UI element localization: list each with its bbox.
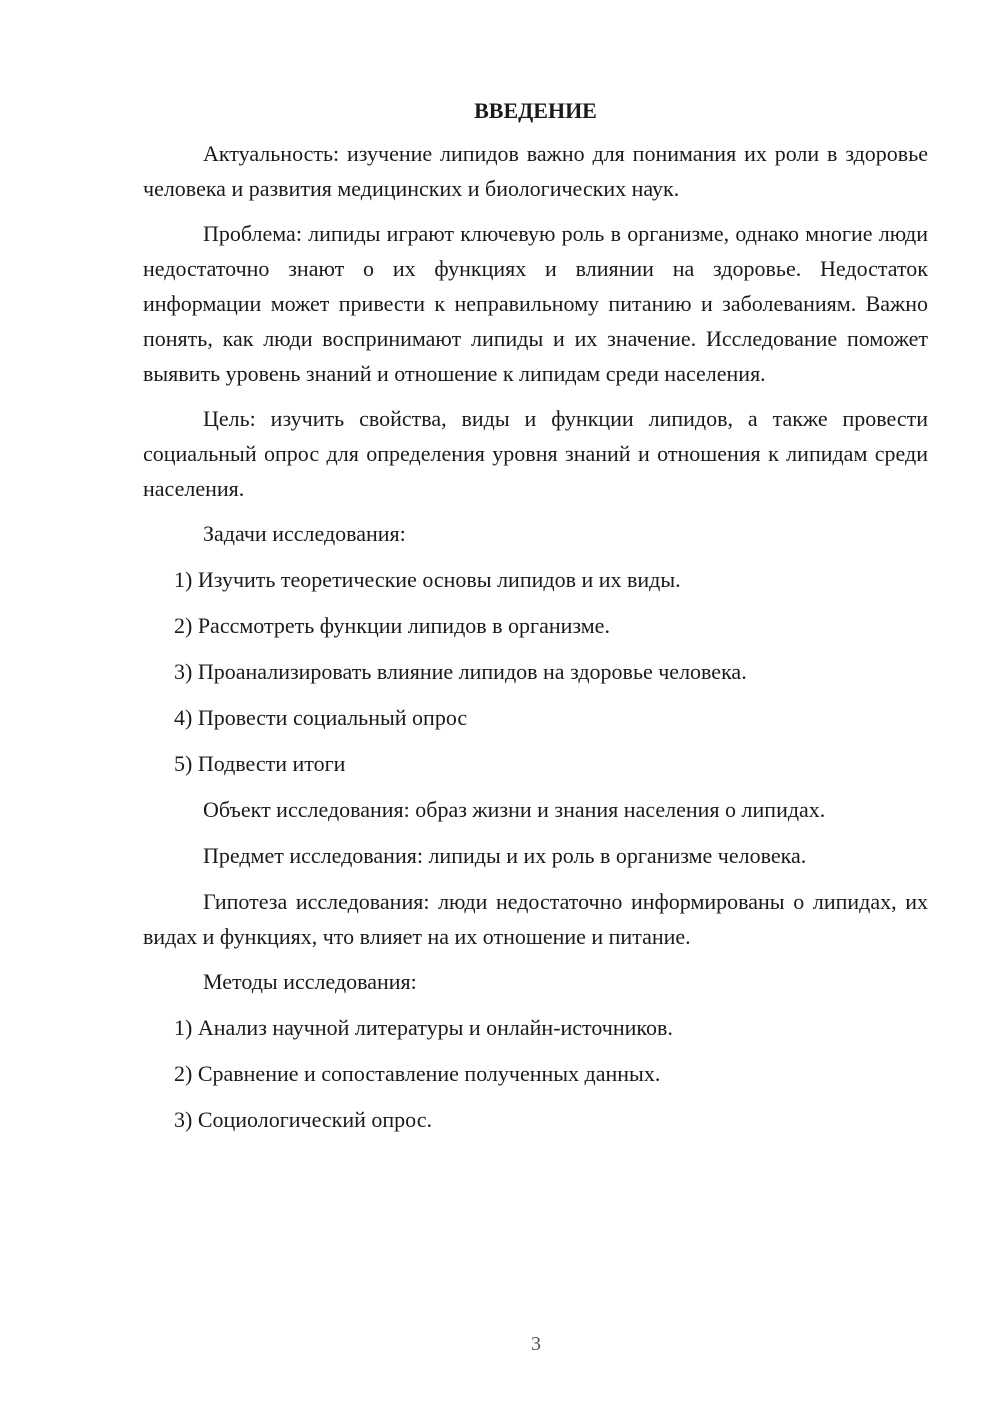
methods-title: Методы исследования: [203,969,417,994]
section-heading: ВВЕДЕНИЕ [474,98,597,123]
subject-line: Предмет исследования: липиды и их роль в организме человека. [203,843,807,868]
relevance-paragraph: Актуальность: изучение липидов важно для понимания их роли в здоровье человека и развития медицинских и биологических наук. [143,141,928,201]
problem-paragraph: Проблема: липиды играют ключевую роль в организме, однако многие люди недостаточно знают о их функциях и влиянии на здоровье. Недостаток информации может привести к неправильному питанию и заболеваниям. Важно понять, как люди воспринимают липиды и их значение. Исследование поможет выявить уровень знаний и отношение к липидам среди населения. [143,221,928,386]
task-item: 5) Подвести итоги [174,751,346,776]
task-item: 3) Проанализировать влияние липидов на здоровье человека. [174,659,747,684]
method-item: 3) Социологический опрос. [174,1107,432,1132]
method-item: 1) Анализ научной литературы и онлайн-источников. [174,1015,673,1040]
hypothesis-paragraph: Гипотеза исследования: люди недостаточно информированы о липидах, их видах и функциях, что влияет на их отношение и питание. [143,889,928,949]
method-item: 2) Сравнение и сопоставление полученных данных. [174,1061,661,1086]
goal-paragraph: Цель: изучить свойства, виды и функции липидов, а также провести социальный опрос для определения уровня знаний и отношения к липидам среди населения. [143,406,928,501]
page-content [143,94,928,1148]
page-number: 3 [531,1333,541,1355]
task-item: 1) Изучить теоретические основы липидов и их виды. [174,567,681,592]
tasks-title: Задачи исследования: [203,521,406,546]
task-item: 4) Провести социальный опрос [174,705,468,730]
object-line: Объект исследования: образ жизни и знания населения о липидах. [203,797,826,822]
task-item: 2) Рассмотреть функции липидов в организме. [174,613,610,638]
